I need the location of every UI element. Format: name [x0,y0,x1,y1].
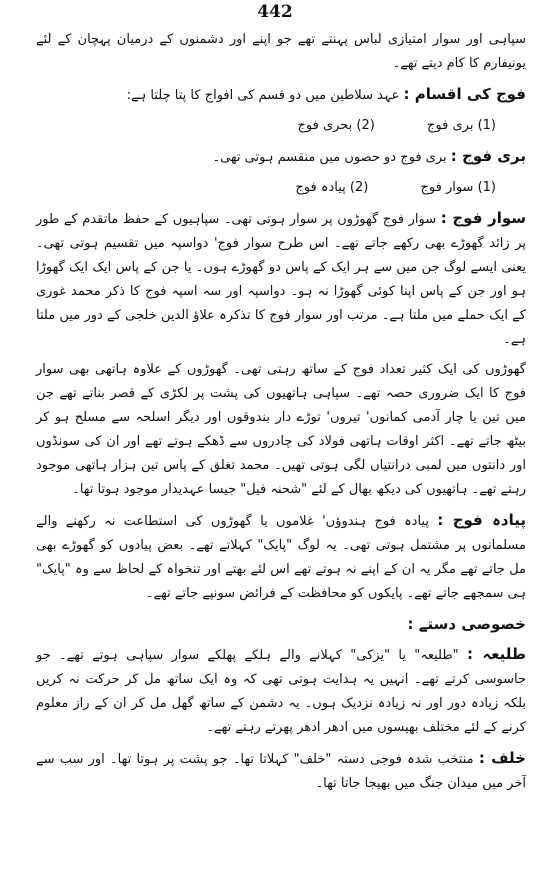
cavalry-heading: سوار فوج : [440,209,526,227]
khalf-heading: خلف : [478,749,526,767]
army-kinds-item: (2) بحری فوج [297,118,375,133]
land-army-heading: بری فوج : [450,147,526,165]
land-army-item: (2) پیادہ فوج [295,180,369,195]
khalf-text: منتخب شدہ فوجی دستہ "خلف" کہلاتا تھا۔ جو پشت پر ہوتا تھا۔ اور سب سے آخر میں میدان جنگ میں بھیجا جاتا تھا۔ [36,752,526,791]
taliah-paragraph [36,642,526,740]
cavalry-paragraph [36,206,526,352]
cavalry-text: سوار فوج گھوڑوں پر سوار ہوتی تھی۔ سپاہیوں کے حفظ ماتقدم کے طور پر زائد گھوڑے بھی رکھے جاتے تھے۔ اس طرح سوار فوج' دواسپہ میں تقسیم ہوتی تھی۔ یعنی ایسے لوگ جن میں سے ہر ایک کے پاس دو گھوڑے ہوں۔ یا جن کے پاس ایک ایک گھوڑا ہو اور جن کے پاس اپنا کوئی گھوڑا نہ ہو۔ دواسپہ اور سہ اسپہ فوج کا ذکر محمد غوری کے ایک حملے میں ملتا ہے۔ مرتب اور سوار فوج کا تذکرہ علاؤ الدین خلجی کے دور میں ملتا ہے۔ [36,212,526,347]
taliah-text: "طلیعہ" یا "یزکی" کہلانے والے ہلکے پھلکے سوار سپاہی ہوتے تھے۔ جو جاسوسی کرتے تھے۔ انہیں یہ ہدایت ہوتی تھی کہ وہ ایک ساتھ مل کر حرکت نہ کریں بلکہ زیادہ دور اور نہ زیادہ نزدیک ہوں۔ یہ دشمن کے ساتھ گھل مل کر ان کے راز معلوم کرنے کے لئے مختلف بھیسوں میں ادھر ادھر پھرتے رہتے تھے۔ [36,648,526,735]
khalf-paragraph [36,746,526,796]
army-kinds-paragraph [36,82,526,108]
taliah-heading: طلیعہ : [466,645,526,663]
land-army-paragraph [36,144,526,170]
infantry-text: پیادہ فوج ہندوؤں' غلاموں یا گھوڑوں کی استطاعت نہ رکھنے والے مسلمانوں پر مشتمل ہوتی تھی۔ یہ لوگ "پایک" کہلاتے تھے۔ بعض پیادوں کو گھوڑے بھی مل جاتے تھے مگر یہ ان کے اپنے نہ ہوتے تھے اس لئے بھتے اور تنخواہ کے لحاظ سے وہ "پایک" ہی سمجھے جاتے تھے۔ پایکوں کو محافظت کے فرائض سونپے جاتے تھے۔ [36,514,526,601]
page-number: 442 [257,2,293,22]
infantry-heading: پیادہ فوج : [437,511,526,529]
special-units-heading: خصوصی دستے : [407,615,526,633]
land-army-list [36,176,526,200]
infantry-paragraph [36,508,526,606]
intro-paragraph: سپاہی اور سوار امتیازی لباس پہنتے تھے جو اپنے اور دشمنوں کے درمیان پہچان کے لئے یونیفارم کا کام دیتے تھے۔ [36,32,526,71]
army-kinds-heading: فوج کی اقسام : [403,85,526,103]
army-kinds-list [36,114,526,138]
army-kinds-text: عہد سلاطین میں دو قسم کی افواج کا پتا چلتا ہے: [126,88,400,103]
page-body [36,28,526,802]
land-army-item: (1) سوار فوج [420,180,496,195]
army-kinds-item: (1) بری فوج [427,118,496,133]
land-army-text: بری فوج دو حصوں میں منقسم ہوتی تھی۔ [212,150,447,165]
elephants-paragraph: گھوڑوں کی ایک کثیر تعداد فوج کے ساتھ رہتی تھی۔ گھوڑوں کے علاوہ ہاتھی بھی سوار فوج کا ایک ضروری حصہ تھے۔ سپاہی ہاتھیوں کی پشت پر لکڑی کے قصر بناتے تھے جن میں تین یا چار آدمی کمانوں' تیروں' توڑے دار بندوقوں اور دیگر اسلحہ سے مسلح ہو کر بیٹھ جاتے تھے۔ اکثر اوقات ہاتھی فولاد کی چادروں سے ڈھکے ہوتے تھے اور ان کی سونڈوں اور دانتوں میں لمبی درانتیاں لگی ہوتی تھیں۔ محمد تغلق کے پاس تین ہزار ہاتھی موجود رہتے تھے۔ ہاتھیوں کی دیکھ بھال کے لئے "شحنہ فیل" جیسا عہدیدار موجود ہوتا تھا۔ [36,362,526,497]
